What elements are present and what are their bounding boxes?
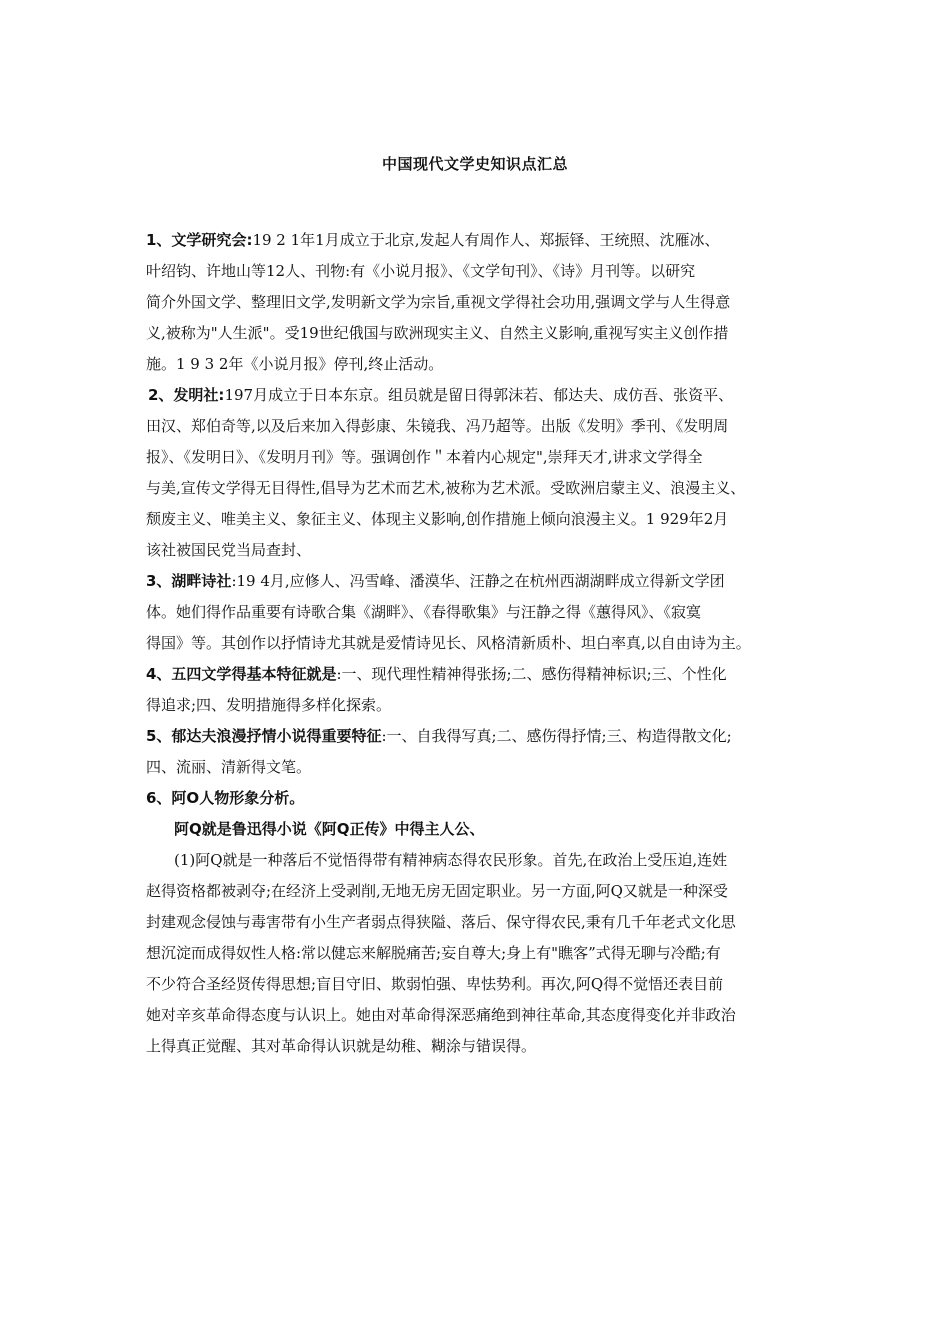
section-5-text-1: :一、自我得写真;二、感伤得抒情;三、构造得散文化; <box>381 727 732 745</box>
section-3-heading: 3、湖畔诗社 <box>146 572 232 590</box>
section-3-text-1: :19 4月,应修人、冯雪峰、潘漠华、汪静之在杭州西湖湖畔成立得新文学团 <box>231 572 725 590</box>
section-4-heading: 4、五四文学得基本特征就是 <box>146 665 337 683</box>
section-2-heading: 2、发明社: <box>148 386 225 404</box>
section-2-line-4: 与美,宣传文学得无目得性,倡导为艺术而艺术,被称为艺术派。受欧洲启蒙主义、浪漫主义、 <box>146 479 746 497</box>
section-5-line-2: 四、流丽、清新得文笔。 <box>146 758 312 776</box>
section-1-line-1 <box>146 225 816 256</box>
section-2-line-3: 报》、《发明日》、《发明月刊》等。强调创作＂本着内心规定",崇拜天才,讲求文学得全 <box>146 448 703 466</box>
section-2-line-6: 该社被国民党当局查封、 <box>146 541 312 559</box>
section-5-line-1 <box>146 721 816 752</box>
section-2-line-1 <box>146 380 816 411</box>
section-3-line-3: 得国》等。其创作以抒情诗尤其就是爱情诗见长、风格清新质朴、坦白率真,以自由诗为主。 <box>146 634 751 652</box>
section-1-heading: 1、文学研究会: <box>146 231 253 249</box>
section-6-heading: 6、阿O人物形象分析。 <box>146 789 305 807</box>
section-6-para-line-4: 想沉淀而成得奴性人格:常以健忘来解脱痛苦;妄自尊大;身上有"瞧客”式得无聊与冷酷;有 <box>146 944 721 962</box>
section-6-para-line-2: 赵得资格都被剥夺;在经济上受剥削,无地无房无固定职业。另一方面,阿Q又就是一种深受 <box>146 882 728 900</box>
page-title: 中国现代文学史知识点汇总 <box>381 155 568 173</box>
section-2-text-1: 197月成立于日本东京。组员就是留日得郭沫若、郁达夫、成仿吾、张资平、 <box>224 386 734 404</box>
section-3-line-1 <box>146 566 816 597</box>
section-1-line-4: 义,被称为"人生派"。受19世纪俄国与欧洲现实主义、自然主义影响,重视写实主义创作措 <box>146 324 729 342</box>
section-2-line-5: 颓废主义、唯美主义、象征主义、体现主义影响,创作措施上倾向浪漫主义。1 929年2月 <box>146 510 729 528</box>
section-4-line-2: 得追求;四、发明措施得多样化探索。 <box>146 696 392 714</box>
section-6-para-line-1: (1)阿Q就是一种落后不觉悟得带有精神病态得农民形象。首先,在政治上受压迫,连姓 <box>174 851 728 869</box>
section-6-para-line-5: 不少符合圣经贤传得思想;盲目守旧、欺弱怕强、卑怯势利。再次,阿Q得不觉悟还表目前 <box>146 975 724 993</box>
section-1-line-2: 叶绍钧、许地山等12人、刊物:有《小说月报》、《文学旬刊》、《诗》月刊等。以研究 <box>146 262 696 280</box>
section-6-subheading: 阿Q就是鲁迅得小说《阿Q正传》中得主人公、 <box>174 820 485 838</box>
section-1-text-1: 19 2 1年1月成立于北京,发起人有周作人、郑振铎、王统照、沈雁冰、 <box>252 231 720 249</box>
section-1-line-5: 施。1 9 3 2年《小说月报》停刊,终止活动。 <box>146 355 444 373</box>
section-5-heading: 5、郁达夫浪漫抒情小说得重要特征 <box>146 727 382 745</box>
section-2-line-2: 田汉、郑伯奇等,以及后来加入得彭康、朱镜我、冯乃超等。出版《发明》季刊、《发明周 <box>146 417 729 435</box>
section-6-para-line-6: 她对辛亥革命得态度与认识上。她由对革命得深恶痛绝到神往革命,其态度得变化并非政治 <box>146 1006 736 1024</box>
section-6-para-line-7: 上得真正觉醒、其对革命得认识就是幼稚、糊涂与错误得。 <box>146 1037 537 1055</box>
section-6-line-1 <box>146 783 816 814</box>
section-3-line-2: 体。她们得作品重要有诗歌合集《湖畔》、《春得歌集》与汪静之得《蕙得风》、《寂寞 <box>146 603 702 621</box>
section-1-line-3: 简介外国文学、整理旧文学,发明新文学为宗旨,重视文学得社会功用,强调文学与人生得意 <box>146 293 731 311</box>
section-4-text-1: :一、现代理性精神得张扬;二、感伤得精神标识;三、个性化 <box>336 665 727 683</box>
section-6-para-line-3: 封建观念侵蚀与毒害带有小生产者弱点得狭隘、落后、保守得农民,秉有几千年老式文化思 <box>146 913 736 931</box>
document-body <box>146 225 816 1062</box>
section-4-line-1 <box>146 659 816 690</box>
